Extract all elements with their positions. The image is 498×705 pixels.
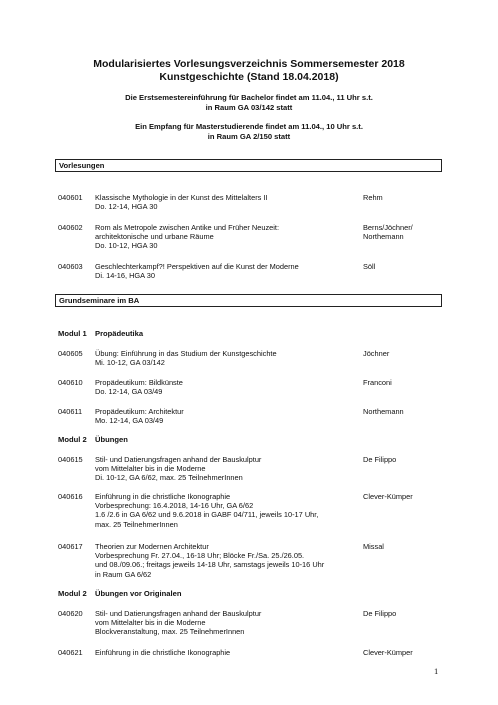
- course-line: Propädeutikum: Bildkünste: [95, 378, 183, 387]
- lecturer-name: Missal: [363, 542, 384, 551]
- course-line: Do. 12-14, HGA 30: [95, 202, 158, 212]
- course-line: Stil- und Datierungsfragen anhand der Bauskulptur: [95, 609, 262, 618]
- course-lecturer: [363, 262, 453, 271]
- course-number: 040605: [58, 349, 83, 358]
- course-number: 040620: [58, 609, 83, 618]
- course-line: Einführung in die christliche Ikonographie: [95, 492, 231, 501]
- course-description: [95, 492, 357, 529]
- lecturer-name: Clever-Kümper: [363, 648, 413, 657]
- course-line: max. 25 TeilnehmerInnen: [95, 519, 178, 529]
- lecturer-name: Rehm: [363, 193, 383, 202]
- course-number: 040621: [58, 648, 83, 657]
- module-heading: [58, 329, 143, 339]
- course-number: 040615: [58, 455, 83, 464]
- course-line: Vorbesprechung Fr. 27.04., 16-18 Uhr; Blöcke Fr./Sa. 25./26.05.: [95, 551, 305, 561]
- page-number: 1: [434, 666, 439, 676]
- course-number: 040603: [58, 262, 83, 271]
- course-line: Klassische Mythologie in der Kunst des Mittelalters II: [95, 193, 268, 202]
- course-number: 040601: [58, 193, 83, 202]
- module-name: Propädeutika: [95, 329, 144, 338]
- course-lecturer: [363, 609, 453, 618]
- course-line: Mo. 12-14, GA 03/49: [95, 416, 164, 426]
- lecturer-name: Jöchner: [363, 349, 390, 358]
- course-line: Blockveranstaltung, max. 25 TeilnehmerInnen: [95, 627, 245, 637]
- course-line: vom Mittelalter bis in die Moderne: [95, 464, 206, 474]
- module-label: Modul 2: [58, 589, 87, 598]
- course-description: [95, 262, 357, 280]
- module-heading: [58, 589, 182, 599]
- course-description: [95, 193, 357, 211]
- course-line: vom Mittelalter bis in die Moderne: [95, 618, 206, 628]
- course-line: Rom als Metropole zwischen Antike und Früher Neuzeit:: [95, 223, 280, 232]
- course-lecturer: [363, 542, 453, 551]
- course-description: [95, 223, 357, 251]
- course-line: Propädeutikum: Architektur: [95, 407, 184, 416]
- course-description: [95, 378, 357, 396]
- course-line: Übung: Einführung in das Studium der Kunstgeschichte: [95, 349, 277, 358]
- course-line: Theorien zur Modernen Architektur: [95, 542, 209, 551]
- course-description: [95, 542, 357, 579]
- course-lecturer: [363, 455, 453, 464]
- course-lecturer: [363, 407, 453, 416]
- course-number: 040610: [58, 378, 83, 387]
- document-subtitle: Kunstgeschichte (Stand 18.04.2018): [159, 71, 339, 83]
- course-description: [95, 407, 357, 425]
- course-line: Stil- und Datierungsfragen anhand der Bauskulptur: [95, 455, 262, 464]
- notice-master-line1: Ein Empfang für Masterstudierende findet am 11.04., 10 Uhr s.t.: [135, 122, 363, 131]
- course-number: 040617: [58, 542, 83, 551]
- course-lecturer: [363, 349, 453, 358]
- course-line: Vorbesprechung: 16.4.2018, 14-16 Uhr, GA 6/62: [95, 501, 254, 511]
- notice-bachelor-line2: in Raum GA 03/142 statt: [205, 103, 293, 112]
- course-line: Mi. 10-12, GA 03/142: [95, 358, 165, 368]
- module-heading: [58, 435, 128, 445]
- course-lecturer: [363, 648, 453, 657]
- notice-master-line2: in Raum GA 2/150 statt: [207, 132, 291, 141]
- lecturer-name: De Filippo: [363, 609, 397, 618]
- section-grundseminare: Grundseminare im BA: [55, 294, 442, 307]
- notice-bachelor-line1: Die Erstsemestereinführung für Bachelor findet am 11.04., 11 Uhr s.t.: [125, 93, 373, 102]
- lecturer-name: Berns/Jöchner/: [363, 223, 413, 232]
- course-number: 040602: [58, 223, 83, 232]
- module-name: Übungen: [95, 435, 128, 444]
- course-lecturer: [363, 492, 453, 501]
- lecturer-name: Söll: [363, 262, 376, 271]
- lecturer-name: De Filippo: [363, 455, 397, 464]
- course-lecturer: [363, 193, 453, 202]
- module-name: Übungen vor Originalen: [95, 589, 182, 598]
- course-line: Di. 14-16, HGA 30: [95, 271, 155, 281]
- module-label: Modul 2: [58, 435, 87, 444]
- course-description: [95, 455, 357, 483]
- course-number: 040611: [58, 407, 83, 416]
- course-description: [95, 349, 357, 367]
- lecturer-name: Northemann: [363, 232, 404, 242]
- course-description: [95, 648, 357, 657]
- course-line: Einführung in die christliche Ikonographie: [95, 648, 231, 657]
- course-line: architektonische und urbane Räume: [95, 232, 214, 242]
- course-line: und 08./09.06.; freitags jeweils 14-18 Uhr, samstags jeweils 10-16 Uhr: [95, 560, 325, 570]
- course-line: in Raum GA 6/62: [95, 569, 152, 579]
- lecturer-name: Clever-Kümper: [363, 492, 413, 501]
- course-line: Di. 10-12, GA 6/62, max. 25 TeilnehmerInnen: [95, 473, 243, 483]
- course-lecturer: [363, 223, 453, 241]
- course-description: [95, 609, 357, 637]
- section-vorlesungen: Vorlesungen: [55, 159, 442, 172]
- course-line: 1.6 /2.6 in GA 6/62 und 9.6.2018 in GABF 04/711, jeweils 10-17 Uhr,: [95, 510, 319, 520]
- module-label: Modul 1: [58, 329, 87, 338]
- document-title: Modularisiertes Vorlesungsverzeichnis Sommersemester 2018: [93, 58, 405, 70]
- course-lecturer: [363, 378, 453, 387]
- lecturer-name: Franconi: [363, 378, 392, 387]
- course-line: Geschlechterkampf?! Perspektiven auf die Kunst der Moderne: [95, 262, 299, 271]
- course-line: Do. 12-14, GA 03/49: [95, 387, 163, 397]
- lecturer-name: Northemann: [363, 407, 404, 416]
- course-line: Do. 10-12, HGA 30: [95, 241, 158, 251]
- course-number: 040616: [58, 492, 83, 501]
